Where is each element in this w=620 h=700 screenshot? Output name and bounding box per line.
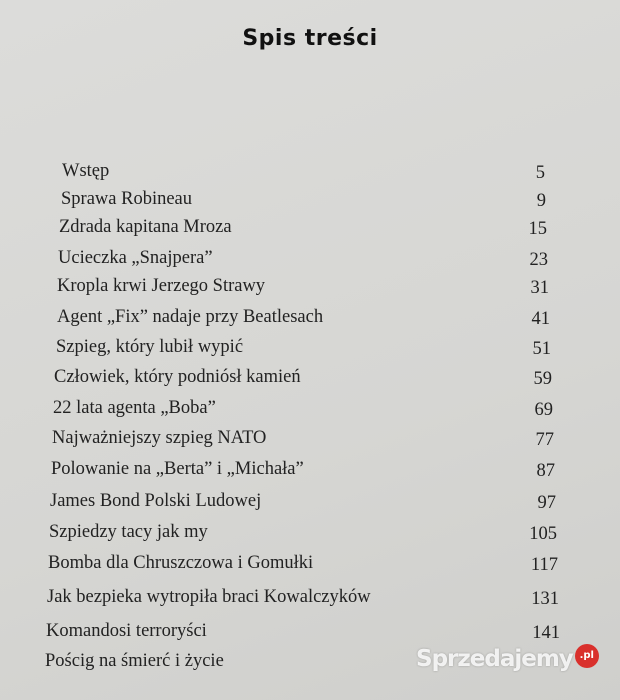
toc-entry-page: 23 bbox=[529, 250, 548, 270]
toc-entry-page: 51 bbox=[532, 339, 551, 359]
toc-entry-page: 41 bbox=[531, 309, 550, 329]
toc-entry-page: 77 bbox=[535, 430, 554, 450]
toc-entry-title: Agent „Fix” nadaje przy Beatlesach bbox=[57, 307, 324, 327]
toc-entry-title: Zdrada kapitana Mroza bbox=[59, 217, 232, 237]
watermark-badge: .pl bbox=[575, 644, 599, 668]
toc-entry-page: 31 bbox=[530, 278, 549, 298]
toc-entry-title: Szpieg, który lubił wypić bbox=[56, 337, 244, 357]
toc-entry-title: Komandosi terroryści bbox=[46, 621, 207, 641]
toc-entry-page: 59 bbox=[533, 369, 552, 389]
toc-entry-page: 5 bbox=[535, 163, 545, 183]
toc-entry-page: 131 bbox=[531, 589, 559, 609]
toc-entry-page: 87 bbox=[536, 461, 555, 481]
toc-entry-title: Polowanie na „Berta” i „Michała” bbox=[51, 459, 304, 479]
toc-entry-page: 105 bbox=[529, 524, 557, 544]
toc-entry-title: 22 lata agenta „Boba” bbox=[53, 398, 216, 418]
toc-entry-title: Wstęp bbox=[62, 161, 110, 181]
toc-entry-title: Ucieczka „Snajpera” bbox=[58, 248, 213, 268]
toc-entry-page: 141 bbox=[532, 623, 560, 643]
toc-entry-page: 9 bbox=[536, 191, 546, 211]
toc-entry-title: Pościg na śmierć i życie bbox=[45, 651, 224, 671]
toc-entry-title: Sprawa Robineau bbox=[61, 189, 193, 209]
toc-entry-page: 15 bbox=[528, 219, 547, 239]
watermark-logo: Sprzedajemy bbox=[416, 646, 573, 672]
watermark bbox=[416, 644, 599, 674]
toc-entry-page: 117 bbox=[530, 555, 558, 575]
toc-entry-page: 97 bbox=[537, 493, 556, 513]
toc-entry-title: James Bond Polski Ludowej bbox=[50, 491, 262, 511]
toc-entry-title: Bomba dla Chruszczowa i Gomułki bbox=[48, 553, 314, 573]
page-title: Spis treści bbox=[242, 26, 378, 51]
toc-entry-title: Jak bezpieka wytropiła braci Kowalczyków bbox=[47, 587, 371, 607]
toc-entry-page: 69 bbox=[534, 400, 553, 420]
toc-entry-title: Kropla krwi Jerzego Strawy bbox=[57, 276, 266, 296]
toc-entry-title: Człowiek, który podniósł kamień bbox=[54, 367, 301, 387]
toc-entry-title: Szpiedzy tacy jak my bbox=[49, 522, 208, 542]
toc-entry-title: Najważniejszy szpieg NATO bbox=[52, 428, 267, 448]
